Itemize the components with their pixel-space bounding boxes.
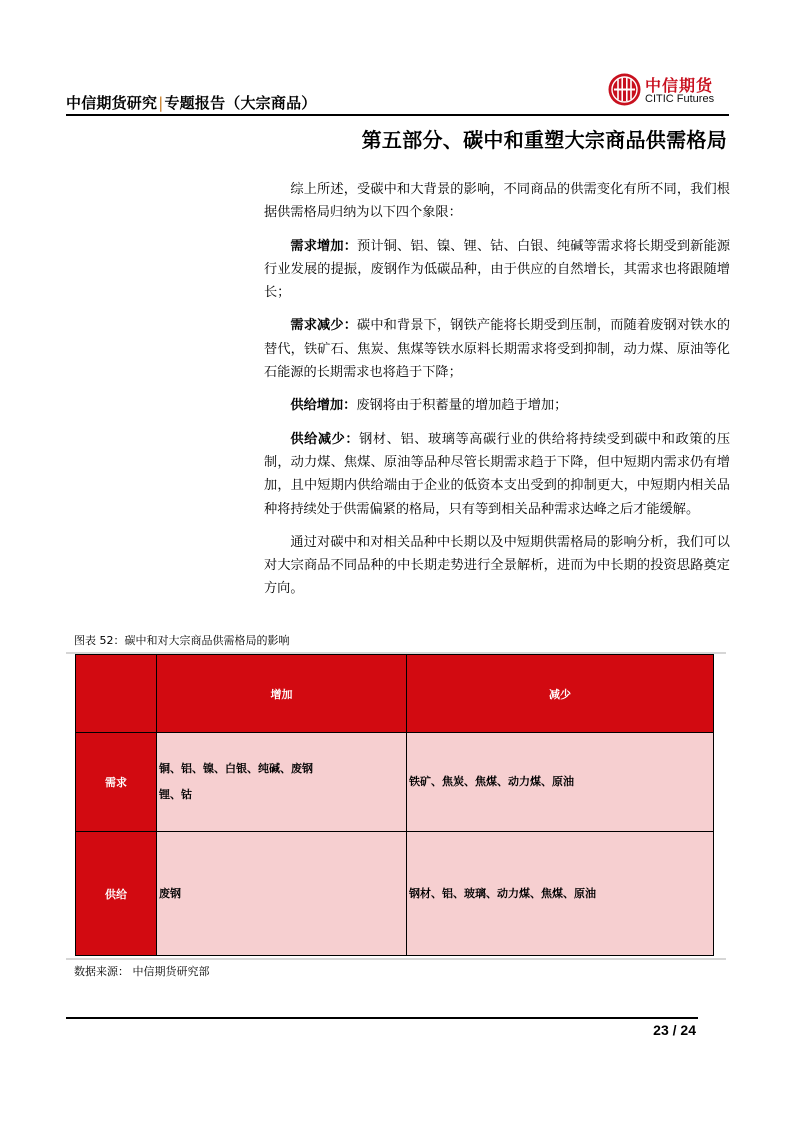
paragraph-demand-increase: [264, 235, 730, 305]
paragraph-demand-decrease: [264, 314, 730, 384]
cell-supply-increase: [157, 832, 407, 956]
paragraph-supply-increase: [264, 394, 730, 417]
cell-line: 锂、钴: [159, 788, 192, 801]
header-report-type: 专题报告（大宗商品）: [164, 94, 317, 112]
report-header-title: [66, 92, 316, 113]
table-row-demand: [76, 733, 714, 832]
paragraph-conclusion: [264, 531, 730, 601]
source-divider: [66, 958, 726, 960]
logo-name-cn: 中信期货: [645, 76, 714, 95]
paragraph-text: 碳中和背景下，钢铁产能将长期受到压制，而随着废钢对铁水的替代，铁矿石、焦炭、焦煤等铁水原料长期需求将受到抑制，动力煤、原油等化石能源的长期需求也将趋于下降；: [264, 318, 731, 381]
table-header-row: [76, 655, 714, 733]
figure-caption: 图表 52：碳中和对大宗商品供需格局的影响: [74, 634, 290, 647]
section-title: 第五部分、碳中和重塑大宗商品供需格局: [361, 128, 727, 152]
paragraph-text: 综上所述，受碳中和大背景的影响，不同商品的供需变化有所不同，我们根据供需格局归纳为以下四个象限：: [264, 182, 730, 221]
header-separator: |: [158, 94, 164, 112]
paragraph-supply-decrease: [264, 428, 730, 521]
data-source: 数据来源： 中信期货研究部: [74, 965, 210, 978]
table-header-increase: 增加: [157, 655, 407, 733]
cell-demand-decrease: 铁矿、焦炭、焦煤、动力煤、原油: [407, 733, 714, 832]
header-org: 中信期货研究: [66, 94, 158, 112]
paragraph-text: 钢材、铝、玻璃等高碳行业的供给将持续受到碳中和政策的压制，动力煤、焦煤、原油等品种尽管长期需求趋于下降，但中短期内需求仍有增加，且中短期内供给端由于企业的低资本支出受到的抑制更大，中短期内相关品种将持续处于供需偏紧的格局，只有等到相关品种需求达峰之后才能缓解。: [264, 431, 731, 517]
citic-logo-icon: [608, 73, 641, 106]
supply-demand-table: [75, 654, 714, 956]
paragraph-lead: 需求减少：: [290, 318, 358, 334]
table-header-decrease: 减少: [407, 655, 714, 733]
table-header-corner: [76, 655, 157, 733]
paragraph-lead: 供给减少：: [290, 431, 360, 447]
paragraph-text: 废钢将由于积蓄量的增加趋于增加；: [356, 398, 568, 414]
table-row-supply: [76, 832, 714, 956]
citic-logo: [608, 73, 728, 107]
paragraph-text: 通过对碳中和对相关品种中长期以及中短期供需格局的影响分析，我们可以对大宗商品不同品种的中长期走势进行全景解析，进而为中长期的投资思路奠定方向。: [264, 534, 730, 597]
page-number: 23 / 24: [653, 1022, 696, 1038]
paragraph-lead: 供给增加：: [290, 398, 357, 414]
paragraph-lead: 需求增加：: [290, 238, 358, 254]
footer-divider: [66, 1017, 698, 1019]
cell-line: 废钢: [159, 886, 181, 900]
header-divider: [66, 114, 729, 116]
paragraph-intro: [264, 178, 730, 225]
logo-name-en: CITIC Futures: [645, 93, 715, 105]
cell-line: 铜、铝、镍、白银、纯碱、废钢: [159, 762, 313, 775]
cell-supply-decrease: 钢材、铝、玻璃、动力煤、焦煤、原油: [407, 832, 714, 956]
paragraph-text: 预计铜、铝、镍、锂、钴、白银、纯碱等需求将长期受到新能源行业发展的提振，废钢作为低碳品种，由于供应的自然增长，其需求也将跟随增长；: [264, 238, 731, 301]
row-label-supply: 供给: [76, 832, 157, 956]
body-text: [264, 178, 730, 611]
row-label-demand: 需求: [76, 733, 157, 832]
cell-demand-increase: [157, 733, 407, 832]
